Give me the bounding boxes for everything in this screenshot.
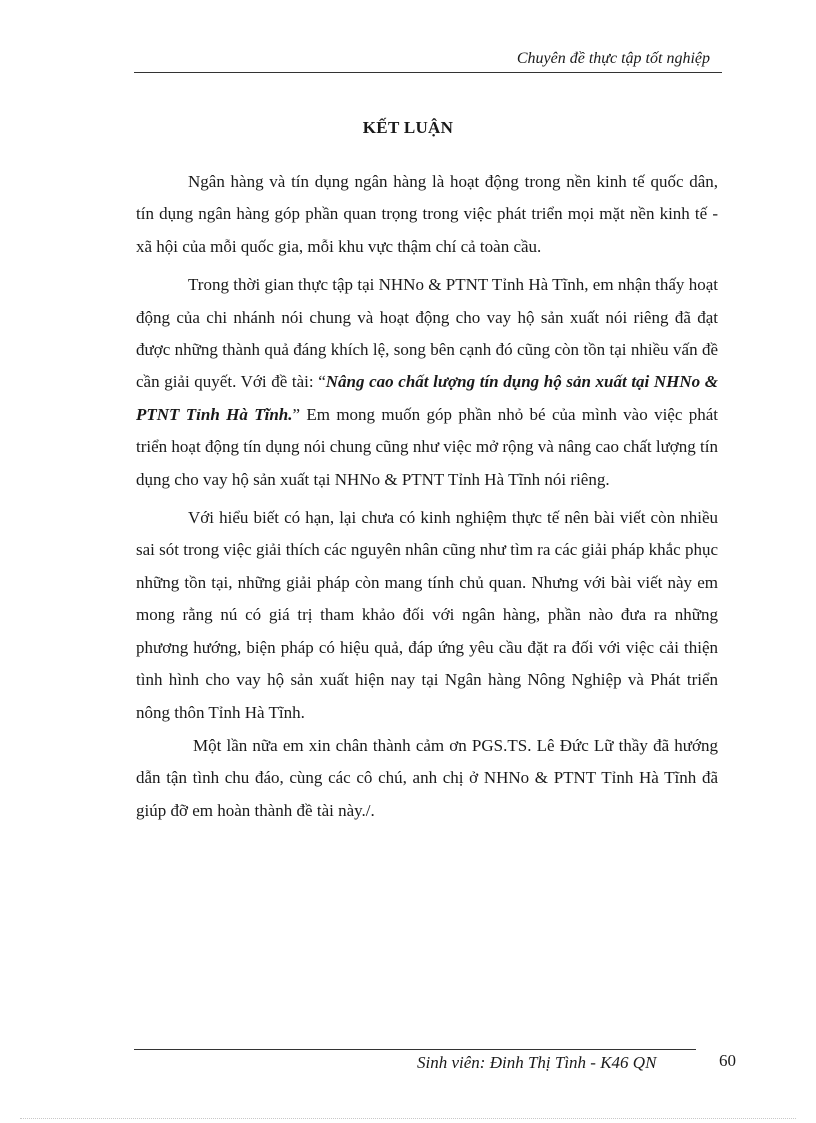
paragraph-2	[136, 269, 718, 496]
page-bottom-edge	[20, 1118, 796, 1119]
thesis-title-emphasis: Nâng cao chất lượng tín dụng hộ sản xuất tại NHNo & PTNT Tỉnh Hà Tĩnh.	[136, 372, 718, 424]
paragraph-4: Một lần nữa em xin chân thành cảm ơn PGS.TS. Lê Đức Lữ thầy đã hướng dẫn tận tình chu đáo, cùng các cô chú, anh chị ở NHNo & PTNT Tỉnh Hà Tĩnh đã giúp đỡ em hoàn thành đề tài này./.	[136, 735, 718, 820]
footer-student-info: Sinh viên: Đinh Thị Tình - K46 QN	[417, 1053, 657, 1072]
paragraph-2-intro: Trong thời gian thực tập tại NHNo & PTNT Tỉnh Hà Tĩnh, em nhận thấy hoạt động của chi nhánh nói chung và hoạt động cho vay hộ sản xuất nói riêng đã đạt được những thành quả đáng khích lệ, song bên cạnh đó cũng còn tồn tại nhiều vấn đề cần giải quyết. Với đề tài: “	[136, 275, 718, 392]
page-title: KẾT LUẬN	[362, 118, 454, 137]
header-title: Chuyên đề thực tập tốt nghiệp	[516, 50, 710, 67]
paragraph-1: Ngân hàng và tín dụng ngân hàng là hoạt động trong nền kinh tế quốc dân, tín dụng ngân hàng góp phần quan trọng trong việc phát triển mọi mặt nền kinh tế - xã hội của mỗi quốc gia, mỗi khu vực thậm chí cả toàn cầu.	[136, 172, 718, 256]
paragraph-2-rest: ” Em mong muốn góp phần nhỏ bé của mình vào việc phát triển hoạt động tín dụng nói chung cũng như việc mở rộng và nâng cao chất lượng tín dụng cho vay hộ sản xuất tại NHNo & PTNT Tỉnh Hà Tĩnh nói riêng.	[136, 404, 719, 489]
body-content	[136, 166, 718, 827]
paragraph-3: Với hiểu biết có hạn, lại chưa có kinh nghiệm thực tế nên bài viết còn nhiều sai sót trong việc giải thích các nguyên nhân cũng như tìm ra các giải pháp khắc phục những tồn tại, những giải pháp còn mang tính chủ quan. Nhưng với bài viết này em mong rằng nú có giá trị tham khảo đối với ngân hàng, phần nào đưa ra những phương hướng, biện pháp có hiệu quả, đáp ứng yêu cầu đặt ra đối với việc cải thiện tình hình cho vay hộ sản xuất hiện nay tại Ngân hàng Nông Nghiệp và Phát triển nông thôn Tỉnh Hà Tĩnh.	[136, 508, 718, 722]
page-number: 60	[719, 1051, 736, 1070]
footer-divider	[134, 1049, 696, 1050]
page-header	[134, 48, 722, 73]
